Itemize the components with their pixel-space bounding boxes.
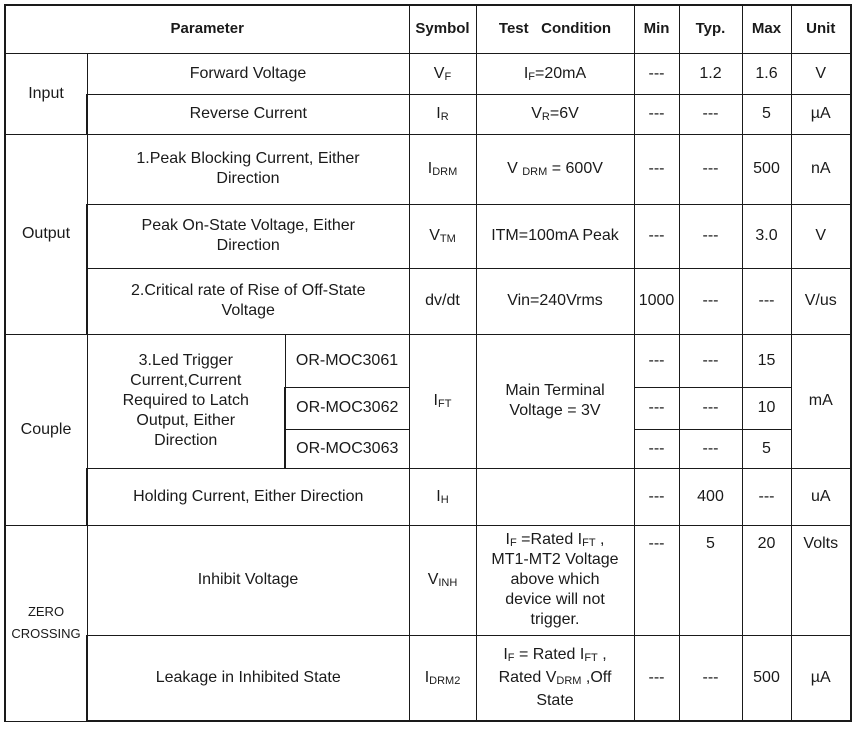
group-label-output: Output xyxy=(5,134,87,334)
symbol-cell: $I_{DRM2}$ xyxy=(409,635,476,721)
test-condition-cell: $V_R=6V$ xyxy=(476,94,634,134)
test-condition-cell: $I_F$ =Rated $I_{FT}$ , MT1-MT2 Voltage above which device will not trigger. xyxy=(476,525,634,635)
group-label-input: Input xyxy=(5,53,87,134)
min-cell: --- xyxy=(634,635,679,721)
header-symbol: Symbol xyxy=(409,5,476,53)
header-min: Min xyxy=(634,5,679,53)
max-cell: 20 xyxy=(742,525,791,635)
unit-cell: mA xyxy=(791,334,851,468)
group-label-couple: Couple xyxy=(5,334,87,525)
unit-cell: V xyxy=(791,204,851,268)
symbol-cell: $I_{FT}$ xyxy=(409,334,476,468)
header-typ: Typ. xyxy=(679,5,742,53)
table-row xyxy=(5,134,851,204)
typ-cell: 1.2 xyxy=(679,53,742,94)
typ-cell: --- xyxy=(679,334,742,387)
parameter-cell: Reverse Current xyxy=(87,94,409,134)
typ-cell: --- xyxy=(679,635,742,721)
table-row xyxy=(5,53,851,94)
typ-cell: --- xyxy=(679,268,742,334)
header-test-condition: Test Condition xyxy=(476,5,634,53)
model-cell: OR-MOC3062 xyxy=(285,387,409,429)
parameter-cell: 2.Critical rate of Rise of Off-State Voltage xyxy=(87,268,409,334)
max-cell: 3.0 xyxy=(742,204,791,268)
parameter-cell: Inhibit Voltage xyxy=(87,525,409,635)
symbol-cell: $I_H$ xyxy=(409,468,476,525)
unit-cell: V xyxy=(791,53,851,94)
header-row xyxy=(5,5,851,53)
typ-cell: 5 xyxy=(679,525,742,635)
max-cell: 5 xyxy=(742,94,791,134)
min-cell: --- xyxy=(634,334,679,387)
test-condition-cell: Main Terminal Voltage = 3V xyxy=(476,334,634,468)
max-cell: 500 xyxy=(742,134,791,204)
test-condition-cell xyxy=(476,468,634,525)
min-cell: --- xyxy=(634,94,679,134)
max-cell: --- xyxy=(742,268,791,334)
table-row xyxy=(5,204,851,268)
max-cell: 1.6 xyxy=(742,53,791,94)
min-cell: --- xyxy=(634,468,679,525)
test-condition-cell: $I_F$ = Rated $I_{FT}$ , Rated $V_{DRM}$ ,Off State xyxy=(476,635,634,721)
test-condition-cell: $I_F=20mA$ xyxy=(476,53,634,94)
table-row xyxy=(5,268,851,334)
min-cell: --- xyxy=(634,429,679,468)
symbol-cell: $V_{TM}$ xyxy=(409,204,476,268)
header-unit: Unit xyxy=(791,5,851,53)
min-cell: 1000 xyxy=(634,268,679,334)
parameter-cell: Holding Current, Either Direction xyxy=(87,468,409,525)
typ-cell: --- xyxy=(679,429,742,468)
parameter-cell: Peak On-State Voltage, Either Direction xyxy=(87,204,409,268)
test-condition-cell: V $_{DRM}$ = 600V xyxy=(476,134,634,204)
max-cell: --- xyxy=(742,468,791,525)
parameter-cell: 1.Peak Blocking Current, Either Direction xyxy=(87,134,409,204)
model-cell: OR-MOC3061 xyxy=(285,334,409,387)
symbol-cell: $V_{INH}$ xyxy=(409,525,476,635)
unit-cell: nA xyxy=(791,134,851,204)
typ-cell: --- xyxy=(679,204,742,268)
header-parameter: Parameter xyxy=(5,5,409,53)
min-cell: --- xyxy=(634,204,679,268)
electrical-characteristics-table xyxy=(4,4,852,722)
min-cell: --- xyxy=(634,525,679,635)
max-cell: 15 xyxy=(742,334,791,387)
typ-cell: --- xyxy=(679,387,742,429)
group-label-zero-crossing: ZERO CROSSING xyxy=(5,525,87,721)
symbol-cell: $I_R$ xyxy=(409,94,476,134)
typ-cell: --- xyxy=(679,134,742,204)
unit-cell: µA xyxy=(791,635,851,721)
table-row xyxy=(5,468,851,525)
unit-cell: µA xyxy=(791,94,851,134)
table-row xyxy=(5,635,851,721)
parameter-cell: Leakage in Inhibited State xyxy=(87,635,409,721)
table-row xyxy=(5,334,851,387)
max-cell: 500 xyxy=(742,635,791,721)
parameter-cell: Forward Voltage xyxy=(87,53,409,94)
table-row xyxy=(5,525,851,635)
min-cell: --- xyxy=(634,53,679,94)
symbol-cell: $I_{DRM}$ xyxy=(409,134,476,204)
test-condition-cell: ITM=100mA Peak xyxy=(476,204,634,268)
unit-cell: V/us xyxy=(791,268,851,334)
max-cell: 5 xyxy=(742,429,791,468)
table-row xyxy=(5,94,851,134)
parameter-cell: 3.Led Trigger Current,Current Required to Latch Output, Either Direction xyxy=(87,334,285,468)
test-condition-cell: Vin=240Vrms xyxy=(476,268,634,334)
unit-cell: Volts xyxy=(791,525,851,635)
max-cell: 10 xyxy=(742,387,791,429)
unit-cell: uA xyxy=(791,468,851,525)
symbol-cell: $V_F$ xyxy=(409,53,476,94)
typ-cell: --- xyxy=(679,94,742,134)
min-cell: --- xyxy=(634,387,679,429)
min-cell: --- xyxy=(634,134,679,204)
model-cell: OR-MOC3063 xyxy=(285,429,409,468)
header-max: Max xyxy=(742,5,791,53)
typ-cell: 400 xyxy=(679,468,742,525)
symbol-cell: dv/dt xyxy=(409,268,476,334)
